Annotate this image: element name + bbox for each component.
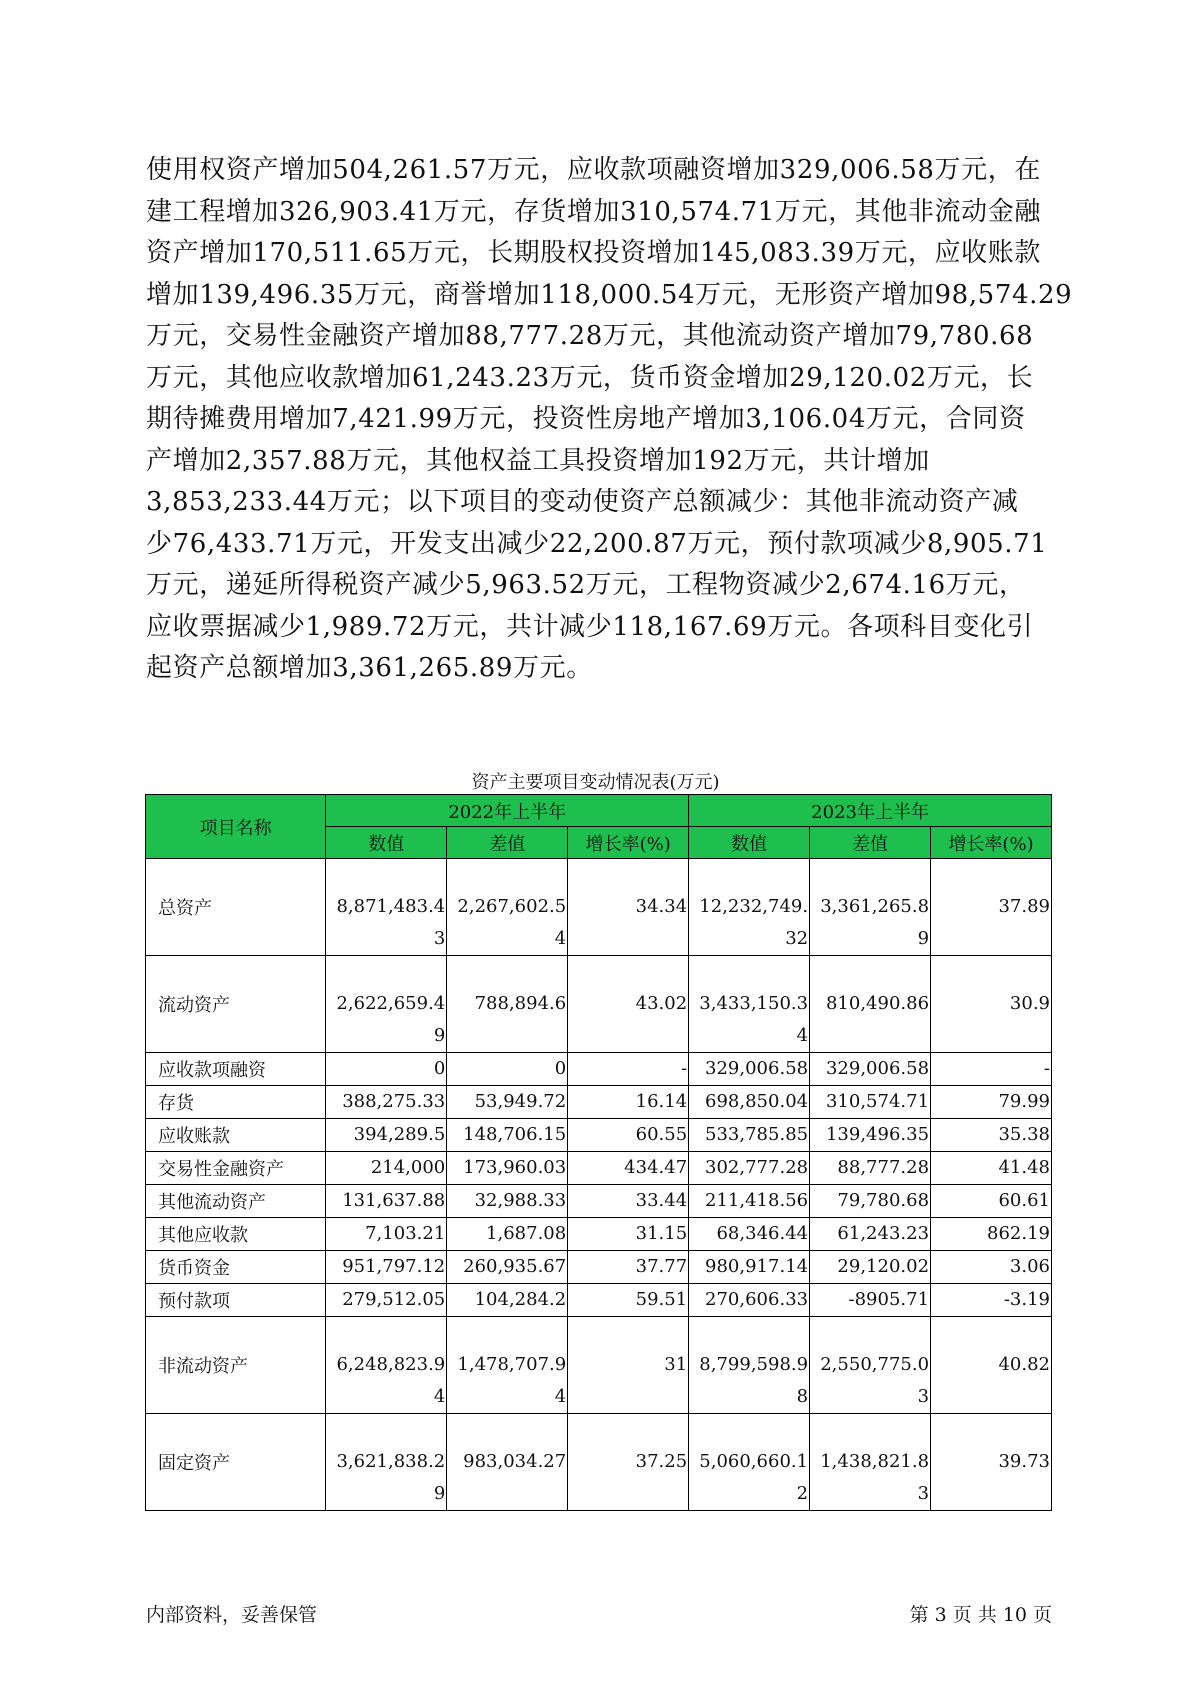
cell-value-2022: 394,289.5 <box>326 1119 447 1152</box>
cell-diff-2022: 32,988.33 <box>447 1185 568 1218</box>
header-period-2023: 2023年上半年 <box>689 795 1052 827</box>
paragraph-line: 产增加2,357.88万元，其他权益工具投资增加192万元，共计增加 <box>146 445 930 476</box>
cell-value-2022: 6,248,823.94 <box>326 1317 447 1414</box>
asset-change-table <box>145 794 1052 1511</box>
cell-diff-2023: 810,490.86 <box>810 956 931 1053</box>
cell-value-2022: 0 <box>326 1053 447 1086</box>
row-name: 交易性金融资产 <box>146 1152 326 1185</box>
header-value: 数值 <box>689 827 810 859</box>
cell-diff-2022: 148,706.15 <box>447 1119 568 1152</box>
cell-growth-2022: 60.55 <box>568 1119 689 1152</box>
cell-growth-2023: 862.19 <box>931 1218 1052 1251</box>
paragraph-line: 使用权资产增加504,261.57万元，应收款项融资增加329,006.58万元，在 <box>146 155 1041 185</box>
paragraph-line: 万元，交易性金融资产增加88,777.28万元，其他流动资产增加79,780.68 <box>146 321 1034 351</box>
cell-growth-2023: 35.38 <box>931 1119 1052 1152</box>
cell-value-2023: 698,850.04 <box>689 1086 810 1119</box>
cell-growth-2023: -3.19 <box>931 1284 1052 1317</box>
cell-diff-2022: 1,687.08 <box>447 1218 568 1251</box>
cell-diff-2023: 139,496.35 <box>810 1119 931 1152</box>
paragraph-line: 3,853,233.44万元；以下项目的变动使资产总额减少：其他非流动资产减 <box>146 487 1019 517</box>
row-name: 存货 <box>146 1086 326 1119</box>
cell-growth-2022: 59.51 <box>568 1284 689 1317</box>
cell-value-2022: 7,103.21 <box>326 1218 447 1251</box>
cell-diff-2022: 173,960.03 <box>447 1152 568 1185</box>
row-name: 固定资产 <box>146 1414 326 1511</box>
cell-growth-2022: 33.44 <box>568 1185 689 1218</box>
cell-growth-2022: 34.34 <box>568 859 689 956</box>
header-diff: 差值 <box>810 827 931 859</box>
table-row <box>146 1185 1052 1218</box>
cell-value-2022: 279,512.05 <box>326 1284 447 1317</box>
cell-diff-2022: 1,478,707.94 <box>447 1317 568 1414</box>
cell-growth-2023: 3.06 <box>931 1251 1052 1284</box>
cell-diff-2023: -8905.71 <box>810 1284 931 1317</box>
cell-growth-2022: 434.47 <box>568 1152 689 1185</box>
table-row <box>146 1218 1052 1251</box>
table-row <box>146 1251 1052 1284</box>
cell-diff-2023: 88,777.28 <box>810 1152 931 1185</box>
cell-value-2023: 302,777.28 <box>689 1152 810 1185</box>
cell-diff-2022: 983,034.27 <box>447 1414 568 1511</box>
cell-value-2023: 8,799,598.98 <box>689 1317 810 1414</box>
paragraph-line: 期待摊费用增加7,421.99万元，投资性房地产增加3,106.04万元，合同资 <box>146 404 1026 434</box>
header-growth: 增长率(%) <box>931 827 1052 859</box>
cell-diff-2023: 1,438,821.83 <box>810 1414 931 1511</box>
row-name: 应收账款 <box>146 1119 326 1152</box>
cell-value-2023: 12,232,749.32 <box>689 859 810 956</box>
cell-value-2023: 270,606.33 <box>689 1284 810 1317</box>
row-name: 总资产 <box>146 859 326 956</box>
cell-growth-2023: 37.89 <box>931 859 1052 956</box>
cell-value-2022: 3,621,838.29 <box>326 1414 447 1511</box>
cell-value-2023: 329,006.58 <box>689 1053 810 1086</box>
cell-growth-2023: 40.82 <box>931 1317 1052 1414</box>
table-row <box>146 859 1052 956</box>
header-value: 数值 <box>326 827 447 859</box>
cell-diff-2022: 788,894.6 <box>447 956 568 1053</box>
row-name: 预付款项 <box>146 1284 326 1317</box>
footer-page-number: 第 3 页 共 10 页 <box>909 1604 1052 1626</box>
row-name: 货币资金 <box>146 1251 326 1284</box>
cell-diff-2023: 310,574.71 <box>810 1086 931 1119</box>
cell-diff-2022: 2,267,602.54 <box>447 859 568 956</box>
cell-growth-2023: 30.9 <box>931 956 1052 1053</box>
cell-diff-2022: 53,949.72 <box>447 1086 568 1119</box>
table-row <box>146 1053 1052 1086</box>
paragraph-line: 起资产总额增加3,361,265.89万元。 <box>146 653 593 683</box>
cell-diff-2023: 2,550,775.03 <box>810 1317 931 1414</box>
cell-diff-2023: 329,006.58 <box>810 1053 931 1086</box>
table-row <box>146 1284 1052 1317</box>
cell-value-2023: 980,917.14 <box>689 1251 810 1284</box>
paragraph-line: 万元，其他应收款增加61,243.23万元，货币资金增加29,120.02万元，长 <box>146 362 1034 393</box>
cell-growth-2023: - <box>931 1053 1052 1086</box>
table-row <box>146 956 1052 1053</box>
cell-value-2022: 131,637.88 <box>326 1185 447 1218</box>
cell-growth-2022: 31 <box>568 1317 689 1414</box>
footer-confidential-note: 内部资料，妥善保管 <box>146 1604 318 1626</box>
table-row <box>146 1086 1052 1119</box>
cell-value-2023: 3,433,150.34 <box>689 956 810 1053</box>
cell-value-2022: 214,000 <box>326 1152 447 1185</box>
row-name: 应收款项融资 <box>146 1053 326 1086</box>
cell-diff-2022: 260,935.67 <box>447 1251 568 1284</box>
cell-diff-2023: 61,243.23 <box>810 1218 931 1251</box>
cell-growth-2022: 31.15 <box>568 1218 689 1251</box>
cell-diff-2023: 3,361,265.89 <box>810 859 931 956</box>
cell-diff-2023: 29,120.02 <box>810 1251 931 1284</box>
paragraph-line: 万元，递延所得税资产减少5,963.52万元，工程物资减少2,674.16万元， <box>146 570 1026 600</box>
cell-growth-2023: 60.61 <box>931 1185 1052 1218</box>
cell-growth-2023: 79.99 <box>931 1086 1052 1119</box>
cell-growth-2022: 43.02 <box>568 956 689 1053</box>
paragraph-line: 建工程增加326,903.41万元，存货增加310,574.71万元，其他非流动金融 <box>146 196 1041 227</box>
cell-growth-2022: 16.14 <box>568 1086 689 1119</box>
table-row <box>146 1119 1052 1152</box>
paragraph-line: 应收票据减少1,989.72万元，共计减少118,167.69万元。各项科目变化引 <box>146 611 1034 642</box>
table-row <box>146 1414 1052 1511</box>
table-row <box>146 1317 1052 1414</box>
header-period-2022: 2022年上半年 <box>326 795 689 827</box>
cell-value-2022: 951,797.12 <box>326 1251 447 1284</box>
header-item-name: 项目名称 <box>146 795 326 859</box>
cell-value-2022: 8,871,483.43 <box>326 859 447 956</box>
cell-value-2023: 68,346.44 <box>689 1218 810 1251</box>
cell-value-2023: 5,060,660.12 <box>689 1414 810 1511</box>
cell-growth-2023: 39.73 <box>931 1414 1052 1511</box>
cell-value-2023: 211,418.56 <box>689 1185 810 1218</box>
header-growth: 增长率(%) <box>568 827 689 859</box>
paragraph-line: 增加139,496.35万元，商誉增加118,000.54万元，无形资产增加98,574.29 <box>146 279 1073 310</box>
cell-growth-2023: 41.48 <box>931 1152 1052 1185</box>
paragraph-line: 资产增加170,511.65万元，长期股权投资增加145,083.39万元，应收账款 <box>146 238 1041 268</box>
row-name: 流动资产 <box>146 956 326 1053</box>
cell-value-2022: 2,622,659.49 <box>326 956 447 1053</box>
cell-value-2023: 533,785.85 <box>689 1119 810 1152</box>
body-paragraph <box>146 150 1073 690</box>
table-caption: 资产主要项目变动情况表(万元) <box>471 772 720 793</box>
table-row <box>146 1152 1052 1185</box>
paragraph-line: 少76,433.71万元，开发支出减少22,200.87万元，预付款项减少8,905.71 <box>146 528 1048 559</box>
cell-diff-2023: 79,780.68 <box>810 1185 931 1218</box>
row-name: 其他应收款 <box>146 1218 326 1251</box>
cell-diff-2022: 104,284.2 <box>447 1284 568 1317</box>
cell-growth-2022: 37.25 <box>568 1414 689 1511</box>
header-diff: 差值 <box>447 827 568 859</box>
row-name: 其他流动资产 <box>146 1185 326 1218</box>
cell-growth-2022: 37.77 <box>568 1251 689 1284</box>
cell-diff-2022: 0 <box>447 1053 568 1086</box>
cell-value-2022: 388,275.33 <box>326 1086 447 1119</box>
cell-growth-2022: - <box>568 1053 689 1086</box>
row-name: 非流动资产 <box>146 1317 326 1414</box>
